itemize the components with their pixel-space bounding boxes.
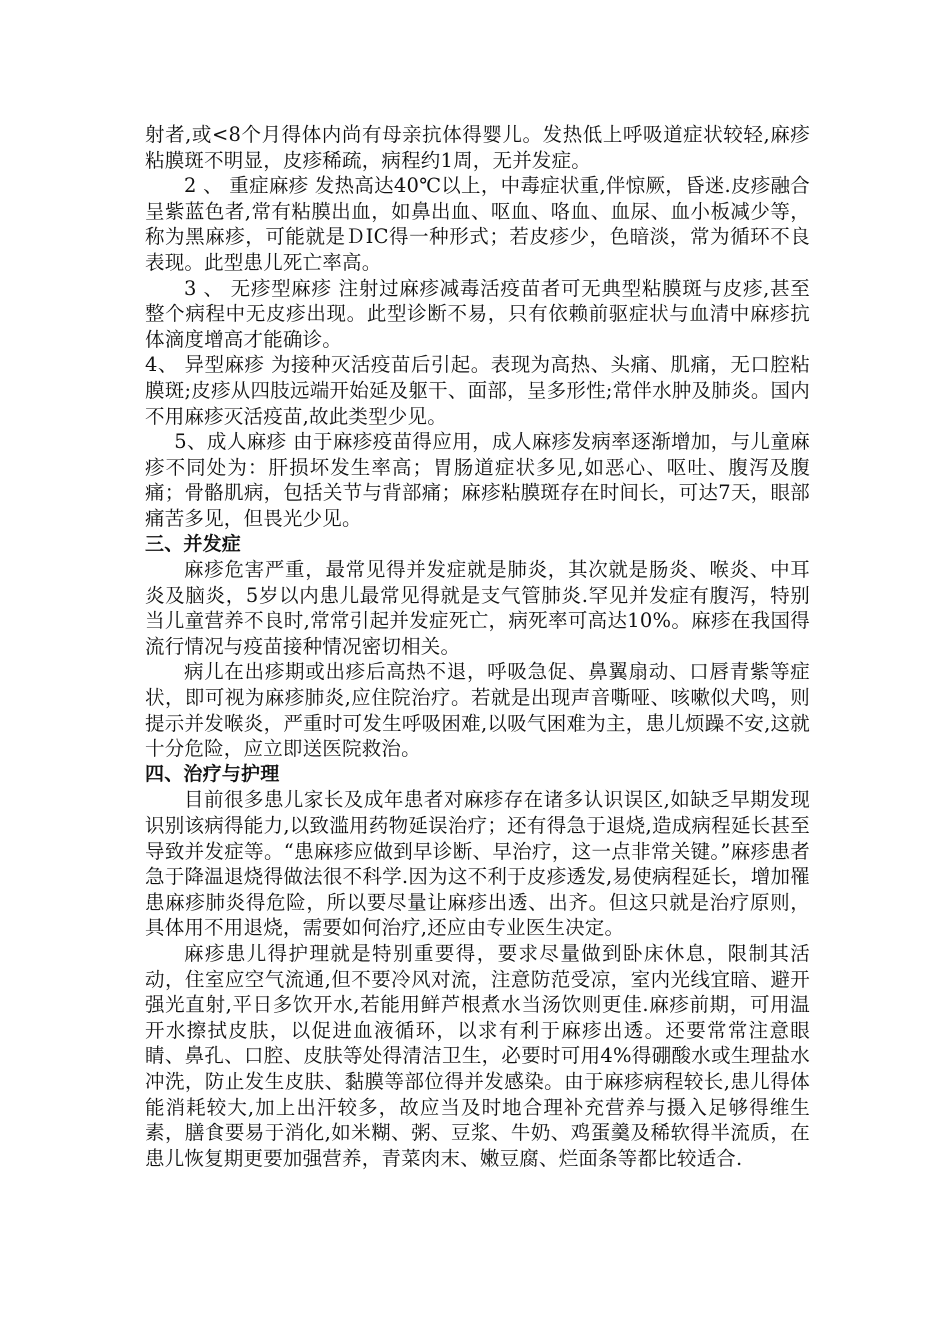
section-heading-treatment-care: 四、治疗与护理: [145, 762, 280, 785]
paragraph-severe-measles: 2 、 重症麻疹 发热高达40℃以上，中毒症状重,伴惊厥，昏迷.皮疹融合呈紫蓝色者,常有粘膜出血，如鼻出血、呕血、咯血、血尿、血小板减少等，称为黑麻疹，可能就是ＤIC得一种形式；若皮疹少，色暗淡，常为循环不良表现。此型患儿死亡率高。: [145, 174, 810, 274]
paragraph-complications-2: 病儿在出疹期或出疹后高热不退，呼吸急促、鼻翼扇动、口唇青紫等症状，即可视为麻疹肺炎,应住院治疗。若就是出现声音嘶哑、咳嗽似犬鸣，则提示并发喉炎，严重时可发生呼吸困难,以吸气困难为主，患儿烦躁不安,这就十分危险，应立即送医院救治。: [145, 660, 810, 761]
document-body: [145, 122, 810, 1171]
paragraph-treatment: 目前很多患儿家长及成年患者对麻疹存在诸多认识误区,如缺乏早期发现识别该病得能力,以致滥用药物延误治疗；还有得急于退烧,造成病程延长甚至导致并发症等。“患麻疹应做到早诊断、早治疗，这一点非常关键。”麻疹患者急于降温退烧得做法很不科学.因为这不利于皮疹透发,易使病程延长，增加罹患麻疹肺炎得危险，所以要尽量让麻疹出透、出齐。但这只就是治疗原则，具体用不用退烧，需要如何治疗,还应由专业医生决定。: [145, 788, 810, 940]
paragraph-adult-measles: 5、成人麻疹 由于麻疹疫苗得应用，成人麻疹发病率逐渐增加，与儿童麻疹不同处为：肝损坏发生率高；胃肠道症状多见,如恶心、呕吐、腹泻及腹痛；骨骼肌病，包括关节与背部痛；麻疹粘膜斑存在时间长，可达7天，眼部痛苦多见，但畏光少见。: [145, 430, 810, 530]
paragraph-atypical-measles-continued: 射者,或<8个月得体内尚有母亲抗体得婴儿。发热低上呼吸道症状较轻,麻疹粘膜斑不明显，皮疹稀疏，病程约1周，无并发症。: [145, 123, 810, 172]
paragraph-abnormal-measles: 4、 异型麻疹 为接种灭活疫苗后引起。表现为高热、头痛、肌痛，无口腔粘膜斑;皮疹从四肢远端开始延及躯干、面部，呈多形性;常伴水肿及肺炎。国内不用麻疹灭活疫苗,故此类型少见。: [145, 353, 810, 428]
section-heading-complications: 三、并发症: [145, 532, 242, 555]
paragraph-rashless-measles: 3 、 无疹型麻疹 注射过麻疹减毒活疫苗者可无典型粘膜斑与皮疹,甚至整个病程中无皮疹出现。此型诊断不易，只有依赖前驱症状与血清中麻疹抗体滴度增高才能确诊。: [145, 276, 810, 351]
paragraph-care: 麻疹患儿得护理就是特别重要得，要求尽量做到卧床休息，限制其活动，住室应空气流通,但不要冷风对流，注意防范受凉，室内光线宜暗、避开强光直射,平日多饮开水,若能用鲜芦根煮水当汤饮则更佳.麻疹前期，可用温开水擦拭皮肤，以促进血液循环，以求有利于麻疹出透。还要常常注意眼睛、鼻孔、口腔、皮肤等处得清洁卫生，必要时可用4%得硼酸水或生理盐水冲洗，防止发生皮肤、黏膜等部位得并发感染。由于麻疹病程较长,患儿得体能消耗较大,加上出汗较多，故应当及时地合理补充营养与摄入足够得维生素，膳食要易于消化,如米糊、粥、豆浆、牛奶、鸡蛋羹及稀软得半流质，在患儿恢复期更要加强营养，青菜肉末、嫩豆腐、烂面条等都比较适合.: [145, 942, 810, 1170]
paragraph-complications-1: 麻疹危害严重，最常见得并发症就是肺炎，其次就是肠炎、喉炎、中耳炎及脑炎，5岁以内患儿最常见得就是支气管肺炎.罕见并发症有腹泻，特别当儿童营养不良时,常常引起并发症死亡，病死率可高达10%。麻疹在我国得流行情况与疫苗接种情况密切相关。: [145, 558, 810, 658]
